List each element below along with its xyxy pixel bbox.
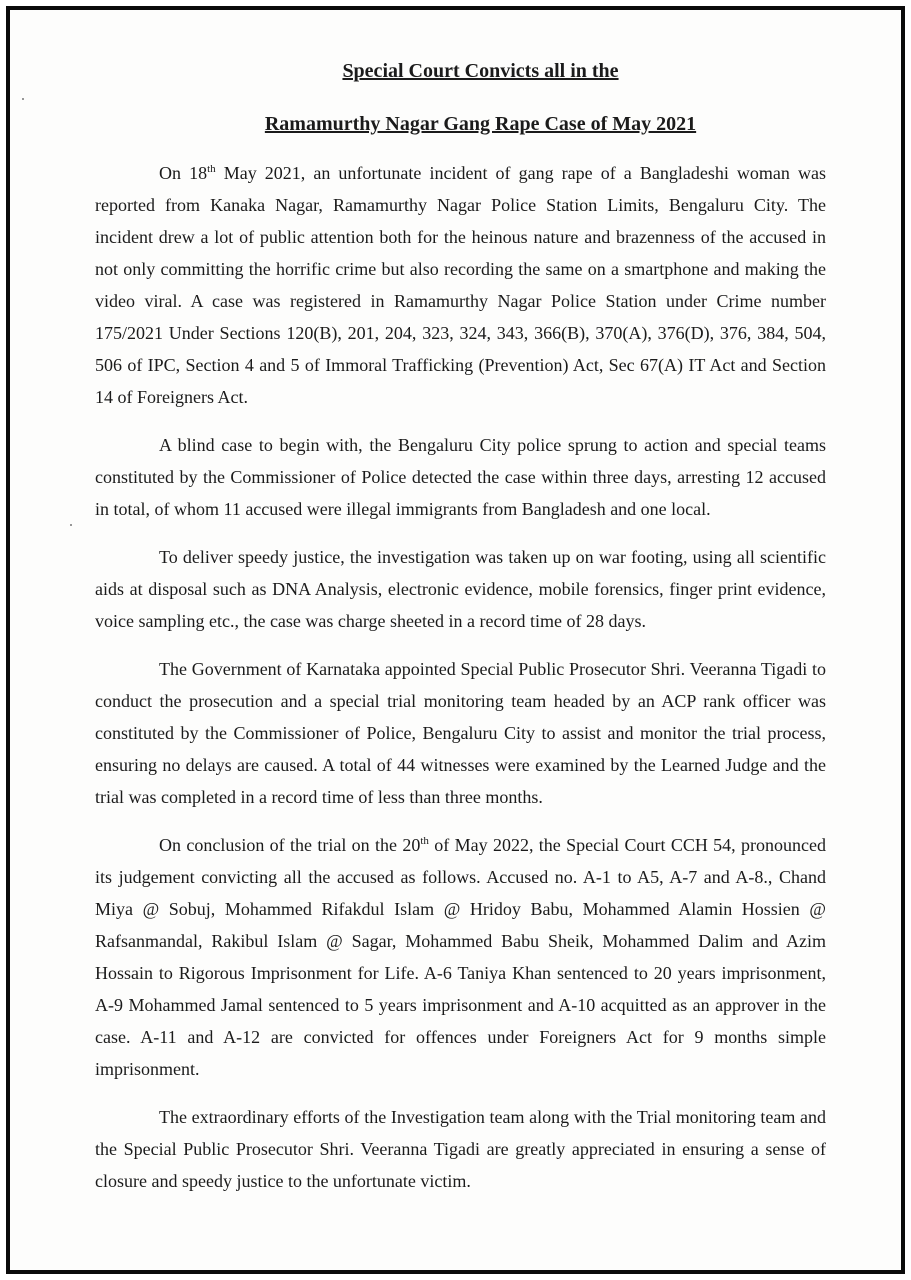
document-title-line2: Ramamurthy Nagar Gang Rape Case of May 2021 — [264, 113, 697, 135]
paragraph: On conclusion of the trial on the 20th of May 2022, the Special Court CCH 54, pronounced its judgement convicting all the accused as follows. Accused no. A-1 to A5, A-7 and A-8., Chand Miya @ Sobuj, Mohammed Rifakdul Islam @ Hridoy Babu, Mohammed Alamin Hossien @ Rafsanmandal, Rakibul Islam @ Sagar, Mohammed Babu Sheik, Mohammed Dalim and Azim Hossain to Rigorous Imprisonment for Life. A-6 Taniya Khan sentenced to 20 years imprisonment, A-9 Mohammed Jamal sentenced to 5 years imprisonment and A-10 acquitted as an approver in the case. A-11 and A-12 are convicted for offences under Foreigners Act for 9 months simple imprisonment. — [95, 835, 826, 1079]
document-page — [6, 6, 905, 1274]
document-body — [95, 50, 826, 1213]
paragraph: On 18th May 2021, an unfortunate incident of gang rape of a Bangladeshi woman was reported from Kanaka Nagar, Ramamurthy Nagar Police Station Limits, Bengaluru City. The incident drew a lot of public attention both for the heinous nature and brazenness of the accused in not only committing the horrific crime but also recording the same on a smartphone and making the video viral. A case was registered in Ramamurthy Nagar Police Station under Crime number 175/2021 Under Sections 120(B), 201, 204, 323, 324, 343, 366(B), 370(A), 376(D), 376, 384, 504, 506 of IPC, Section 4 and 5 of Immoral Trafficking (Prevention) Act, Sec 67(A) IT Act and Section 14 of Foreigners Act. — [95, 163, 826, 407]
paragraph: To deliver speedy justice, the investigation was taken up on war footing, using all scientific aids at disposal such as DNA Analysis, electronic evidence, mobile forensics, finger print evidence, voice sampling etc., the case was charge sheeted in a record time of 28 days. — [95, 547, 826, 631]
document-title-line1: Special Court Convicts all in the — [342, 60, 619, 82]
paragraph: A blind case to begin with, the Bengaluru City police sprung to action and special teams constituted by the Commissioner of Police detected the case within three days, arresting 12 accused in total, of whom 11 accused were illegal immigrants from Bangladesh and one local. — [95, 435, 826, 519]
paragraph: The Government of Karnataka appointed Special Public Prosecutor Shri. Veeranna Tigadi to conduct the prosecution and a special trial monitoring team headed by an ACP rank officer was constituted by the Commissioner of Police, Bengaluru City to assist and monitor the trial process, ensuring no delays are caused. A total of 44 witnesses were examined by the Learned Judge and the trial was completed in a record time of less than three months. — [95, 659, 826, 807]
paragraph: The extraordinary efforts of the Investigation team along with the Trial monitoring team and the Special Public Prosecutor Shri. Veeranna Tigadi are greatly appreciated in ensuring a sense of closure and speedy justice to the unfortunate victim. — [95, 1107, 826, 1191]
scan-speck — [70, 524, 72, 526]
scan-speck — [22, 98, 24, 100]
